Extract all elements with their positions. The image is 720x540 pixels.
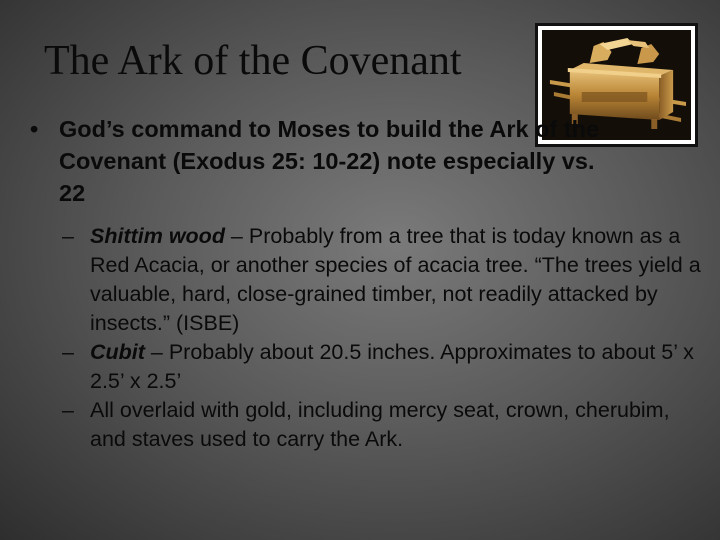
slide-title: The Ark of the Covenant: [44, 38, 462, 84]
main-bullet: [30, 113, 610, 209]
dash-marker: –: [62, 224, 74, 248]
bullet-marker: •: [30, 116, 39, 142]
sub-bullet-text: – Probably from a tree that is today known as a Red Acacia, or another species of acacia tree. “The trees yield a valuable, hard, close-grained timber, not readily attacked by insects.” (ISBE): [90, 224, 701, 335]
sub-bullet-gold-overlay: [62, 396, 702, 454]
sub-bullet-cubit: [62, 338, 702, 396]
dash-marker: –: [62, 398, 74, 422]
dash-marker: –: [62, 340, 74, 364]
term-cubit: Cubit: [90, 340, 145, 364]
term-shittim-wood: Shittim wood: [90, 224, 225, 248]
main-bullet-text: God’s command to Moses to build the Ark of the Covenant (Exodus 25: 10-22) note especially vs. 22: [59, 116, 600, 206]
sub-bullet-shittim-wood: [62, 222, 702, 338]
sub-bullet-list: [62, 222, 702, 454]
sub-bullet-text: All overlaid with gold, including mercy seat, crown, cherubim, and staves used to carry the Ark.: [90, 398, 670, 451]
sub-bullet-text: – Probably about 20.5 inches. Approximates to about 5’ x 2.5’ x 2.5’: [90, 340, 694, 393]
